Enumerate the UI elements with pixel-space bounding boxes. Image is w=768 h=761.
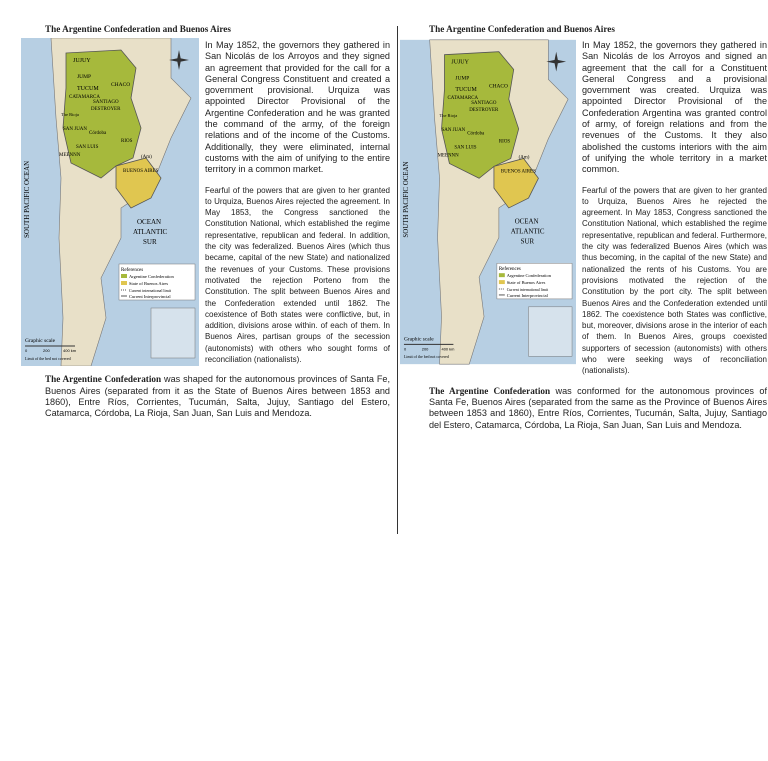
right-title: The Argentine Confederation and Buenos Aires — [429, 24, 615, 34]
scale-value: 0 — [25, 348, 28, 353]
ocean-label: OCEAN — [137, 218, 162, 226]
legend-swatch-confederation — [499, 273, 505, 277]
map-label: (Am) — [141, 155, 152, 160]
map-label: DESTROYER — [469, 108, 499, 114]
right-paragraph-3-text: was conformed for the autonomous provinces of Santa Fe, Buenos Aires (separated from the same as the Province of Buenos Aires between 1853 and 1860), Entre Ríos, Corrientes, Tucumán, Salta, Jujuy, Santiago del Estero, Catamarca, Córdoba, La Rioja, San Juan, San Luis and Mendoza. — [429, 385, 767, 430]
map-label: CATAMARCA — [69, 95, 100, 100]
map-label: BUENOS AIRES — [500, 169, 536, 175]
map-label: Córdoba — [89, 131, 107, 136]
right-paragraph-2: Fearful of the powers that are given to her granted to Urquiza, Buenos Aires he rejected the agreement. In May 1853, Congress sanctioned the Constitution National, which established the regime representative, republican and federal. Furthermore, the city was federalized Buenos Aires (which was thus becoming, in the capital of the new State) and nationalized the rents of his Customs. You are provisions motivated the rejection of the Constitution by the port city. The split between Buenos Aires and the Confederation extended until 1862. The coexistence both States was conflictive, but, moreover, divisions arose in the interior of each of them. In Buenos Aires, groups coexisted supporters of secession (autonomists) with others who were seeking ways of reconciliation (nationalists). — [582, 185, 767, 376]
map-label: SANTIAGO — [93, 100, 119, 105]
map-label: RIOS — [498, 139, 511, 145]
map-label: SAN JUAN — [441, 127, 466, 133]
map-label: BUENOS AIRES — [123, 169, 159, 174]
legend-swatch-buenos-aires — [499, 280, 505, 284]
map-label: (Am) — [518, 155, 530, 161]
legend-item: Current Interprovincial — [506, 292, 548, 298]
right-map-svg — [400, 38, 576, 366]
map-label: CATAMARCA — [447, 96, 479, 102]
legend-item: State of Buenos Aires — [506, 280, 546, 286]
map-label: Córdoba — [467, 131, 485, 137]
left-paragraph-3-text: was shaped for the autonomous provinces of Santa Fe, Buenos Aires (separated from it as the State of Buenos Aires between 1853 and 1860), Entre Ríos, Corrientes, Tucumán, Salta, Jujuy, Santiago del Estero, Catamarca, Córdoba, La Rioja, San Juan, San Luis and Mendoza. — [45, 374, 390, 419]
ocean-vertical-label: SOUTH PACIFIC OCEAN — [23, 160, 31, 238]
map-label: The Rioja — [61, 112, 79, 117]
left-paragraph-1: In May 1852, the governors they gathered in San Nicolás de los Arroyos and they signed an agreement that provided for the call for a General Congress Constituent and created a government provisional. Urquiza was appointed Director Provisional of the Argentine Confederation and he was granted the command of the army, of the foreign relations and of the income of the Customs. Additionally, they were eliminated, internal customs with the aim of unifying to the entire territory in a common market. — [205, 40, 390, 175]
map-label: TUCUM — [455, 87, 477, 94]
scale-value: 0 — [403, 346, 407, 352]
map-label: SAN LUIS — [76, 145, 99, 150]
map-label: CHACO — [488, 83, 508, 90]
ocean-vertical-label: SOUTH PACIFIC OCEAN — [402, 161, 410, 238]
scale-value: 400 km — [63, 348, 77, 353]
map-footer: Limit of the bed not covered — [403, 354, 449, 360]
scale-value: 200 — [43, 348, 50, 353]
left-map — [21, 38, 199, 366]
map-label: TUCUM — [77, 86, 99, 92]
right-paragraph-1: In May 1852, the governors they gathered in San Nicolás de los Arroyos and signed an agreement that the call for a Constituent General Congress and a provisional government was created. Urquiza was appointed Director Provisional of the Confederation Argentina was granted control of army, of foreign relations and from the revenues of the Customs. It they also abolished the customs interiors with the aim of unifying the whole territory in a market common. — [582, 40, 767, 175]
legend-swatch-buenos-aires — [121, 281, 127, 285]
ocean-label: ATLANTIC — [133, 228, 168, 236]
inset-map — [529, 307, 573, 356]
map-label: MEENNN — [59, 153, 81, 158]
map-label: JUMP — [77, 74, 92, 80]
scale-value: 400 km — [441, 346, 455, 352]
legend-item: Current international limit — [129, 288, 171, 293]
map-label: The Rioja — [439, 112, 458, 118]
column-divider — [397, 26, 398, 534]
left-map-svg — [21, 38, 199, 366]
legend-item: Current Interprovincial — [129, 294, 171, 299]
map-label: SAN JUAN — [63, 127, 88, 132]
legend-item: State of Buenos Aires — [129, 281, 169, 286]
scale-value: 200 — [421, 346, 429, 352]
inset-map — [151, 308, 195, 358]
left-paragraph-2: Fearful of the powers that are given to her granted to Urquiza, Buenos Aires rejected the agreement. In May 1853, the Congress sanctioned the Constitution National, which established the regime representative, republican and federal. In addition, the city was federalized. Buenos Aires (which thus became, capital of the new State) and nationalized the revenues of your Customs. These provisions motivated the rejection Porteno from the Constitution. The split between Buenos Aires and the Confederation extended until 1862. The coexistence of Both states were conflictive, but, in addition, divisions arose within. of each of them. In Buenos Aires, partisan groups of the secession (autonomists) with others who sought forms of reconciliation (nationalists). — [205, 185, 390, 365]
legend-title: References — [121, 268, 144, 273]
map-label: JUJUY — [451, 59, 469, 66]
scale-label: Graphic scale — [25, 338, 56, 344]
map-label: DESTROYER — [91, 107, 121, 112]
map-label: MEENNN — [437, 153, 459, 159]
left-title: The Argentine Confederation and Buenos Aires — [45, 24, 231, 34]
right-map — [400, 38, 576, 366]
ocean-label: SUR — [143, 238, 157, 246]
map-label: SANTIAGO — [471, 101, 497, 107]
map-label: SAN LUIS — [454, 145, 477, 151]
legend-item: Current international limit — [506, 286, 549, 292]
map-label: JUJUY — [73, 58, 91, 64]
legend-item: Argentine Confederation — [506, 273, 551, 279]
map-label: RIOS — [121, 139, 133, 144]
left-column — [23, 22, 390, 429]
map-footer: Limit of the bed not covered — [25, 356, 71, 361]
map-label: JUMP — [455, 75, 470, 82]
map-label: CHACO — [111, 82, 131, 88]
legend-swatch-confederation — [121, 274, 127, 278]
legend-item: Argentine Confederation — [129, 274, 174, 279]
left-paragraph-3 — [45, 374, 390, 419]
legend-title: References — [498, 267, 521, 273]
ocean-label: OCEAN — [514, 218, 539, 226]
ocean-label: SUR — [520, 238, 535, 246]
right-column — [402, 22, 767, 440]
left-subheading: The Argentine Confederation — [45, 374, 162, 385]
ocean-label: ATLANTIC — [510, 228, 545, 236]
right-paragraph-3 — [429, 386, 767, 431]
scale-label: Graphic scale — [403, 336, 434, 343]
right-subheading: The Argentine Confederation — [429, 385, 551, 396]
